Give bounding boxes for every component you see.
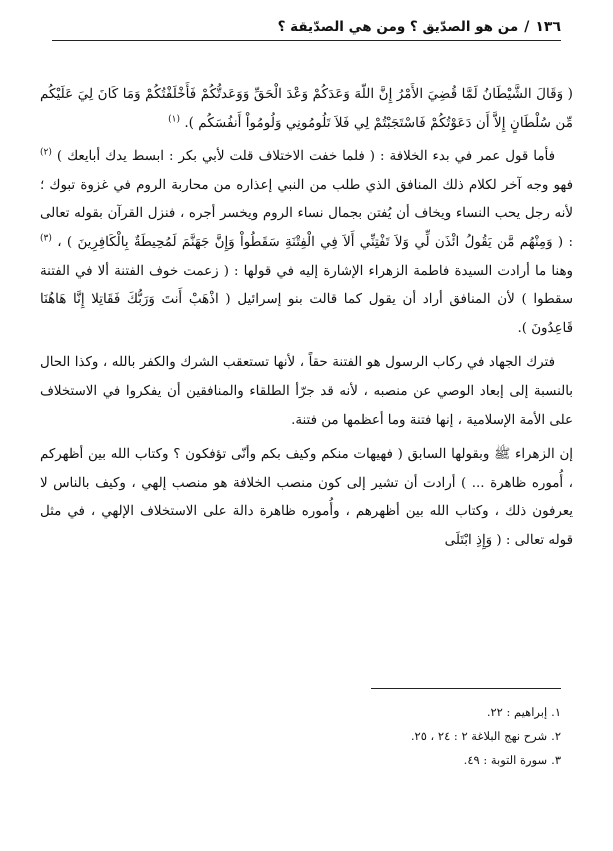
paragraph-text: فهو وجه آخر لكلام ذلك المنافق الذي طلب من النبي إعذاره من محاربة الروم في غزوة تبوك ؛ لأنه رجل يحب النساء ويخاف أن يُفتن بجمال نساء الروم ويخسر أجره ، فنزل القرآن بقوله تعالى : ( وَمِنْهُم مَّن يَقُولُ ائْذَن لِّي وَلاَ تَفْتِنِّي أَلاَ فِي الْفِتْنَةِ سَقَطُواْ وَإِنَّ جَهَنَّمَ لَمُحِيطَةٌ بِالْكَافِرِينَ ) ،: [40, 177, 573, 250]
paragraph-umar-caliphate: [40, 143, 573, 343]
footnote-ref-3: (٣): [40, 233, 52, 244]
footnote-number: ٢.: [551, 729, 561, 743]
footnotes: [52, 700, 561, 772]
body-text: [40, 80, 573, 562]
paragraph-jihad-fitna: [40, 349, 573, 435]
footnote-ref-1: (١): [168, 114, 180, 125]
footnote-ref-2: (٢): [40, 147, 52, 158]
footnote-3: [52, 748, 561, 772]
paragraph-quran-verse: [40, 80, 573, 137]
paragraph-text: وهنا ما أرادت السيدة فاطمة الزهراء الإشارة إليه في قولها : ( زعمت خوف الفتنة ألا في الفتنة سقطوا ) لأن المنافق أراد أن يقول كما قالت بنو إسرائيل ( اذْهَبْ أَنتَ وَرَبُّكَ فَقَاتِلا إِنَّا هَاهُنَا قَاعِدُونَ ).: [40, 263, 573, 336]
paragraph-zahra-saying: [40, 441, 573, 555]
footnote-text: سورة التوبة : ٤٩.: [463, 753, 548, 767]
footnote-number: ٣.: [551, 753, 561, 767]
footnote-divider: [371, 688, 561, 689]
header-separator: /: [524, 19, 530, 35]
running-title: من هو الصدّيق ؟ ومن هي الصدّيقة ؟: [277, 19, 519, 35]
footnote-2: [52, 724, 561, 748]
paragraph-text: فترك الجهاد في ركاب الرسول هو الفتنة حقاً ، لأنها تستعقب الشرك والكفر بالله ، وكذا الحال بالنسبة إلى إبعاد الوصي عن منصبه ، لأنه قد جرّأ الطلقاء والمنافقين أن يفكروا في الاستخلاف على الأمة الإسلامية ، إنها فتنة وما أعظمها من فتنة.: [40, 355, 573, 428]
footnote-number: ١.: [551, 705, 561, 719]
verse-text: ( وَقَالَ الشَّيْطَانُ لَمَّا قُضِيَ الأَمْرُ إِنَّ اللّهَ وَعَدَكُمْ وَعْدَ الْحَقِّ وَوَعَدتُّكُمْ فَأَخْلَفْتُكُمْ وَمَا كَانَ لِيَ عَلَيْكُم مِّن سُلْطَانٍ إِلاَّ أَن دَعَوْتُكُمْ فَاسْتَجَبْتُمْ لِي فَلاَ تَلُومُونِي وَلُومُواْ أَنفُسَكُم ).: [40, 86, 573, 131]
footnote-text: شرح نهج البلاغة ٢ : ٢٤ ، ٢٥.: [410, 729, 548, 743]
page-number: ١٣٦: [535, 19, 561, 35]
footnote-1: [52, 700, 561, 724]
paragraph-text: فأما قول عمر في بدء الخلافة : ( فلما خفت الاختلاف قلت لأبي بكر : ابسط يدك أبايعك ): [56, 149, 555, 165]
page-header: [52, 14, 561, 41]
paragraph-text: إن الزهراء ﷺ وبقولها السابق ( فهيهات منكم وكيف بكم وأنّى تؤفكون ؟ وكتاب الله بين أظهركم ، أُموره ظاهرة ... ) أرادت أن تشير إلى كون منصب الخلافة هو منصب إلهي ، وكيف بالناس لا يعرفون ذلك ، وكتاب الله بين أظهرهم ، وأُموره ظاهرة دالة على الاستخلاف الإلهي ، في مثل قوله تعالى : ( وَإِذِ ابْتَلَى: [40, 447, 573, 548]
footnote-text: إبراهيم : ٢٢.: [486, 705, 548, 719]
